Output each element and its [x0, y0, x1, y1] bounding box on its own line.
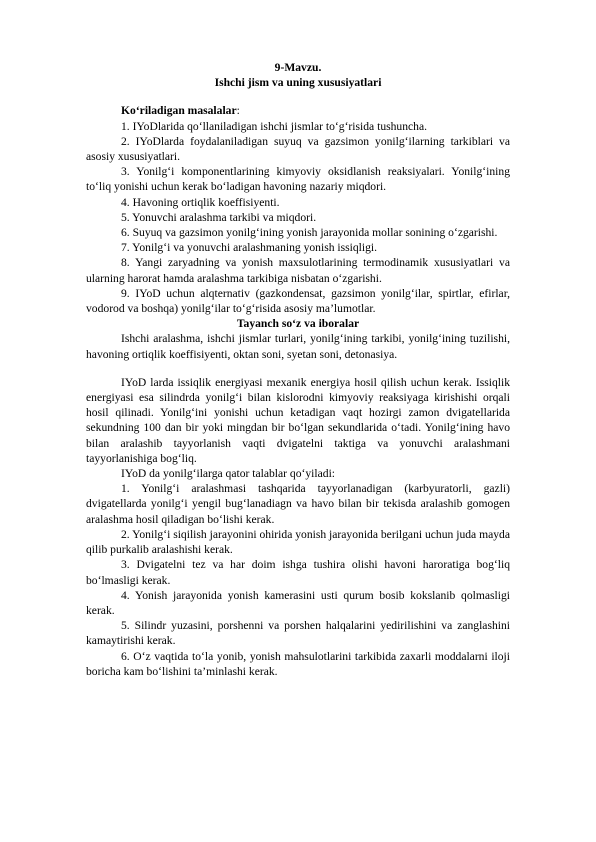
- body-paragraph: IYoD larda issiqlik energiyasi mexanik energiya hosil qilish uchun kerak. Issiqlik energiyasi esa silindrda yonilg‘i bilan kislorodni kimyoviy reaksiyaga kirishishi orqali hosil qilinadi. Yonilg‘ini yonishi uchun ketadigan vaqt hozirgi zamon dvigatellarida sekundning 100 dan bir yoki mingdan bir bo‘lgan sekundlarida o‘tadi. Yonilg‘ining havo bilan aralashib tayyorlanish vaqti dvigatelni taktiga va yonuvchi aralashmani tayyorlanishiga bog‘liq.: [86, 375, 510, 465]
- document-page: [86, 60, 510, 679]
- document-title: Ishchi jism va uning xususiyatlari: [214, 76, 382, 90]
- tasks-heading-text: Ko‘riladigan masalalar: [121, 104, 237, 118]
- requirement-item: 3. Dvigatelni tez va har doim ishga tushira olishi havoni haroratiga bog‘liq bo‘lmasligi kerak.: [86, 558, 510, 587]
- task-item: 2. IYoDlarda foydalaniladigan suyuq va gazsimon yonilg‘ilarning tarkiblari va asosiy xususiyatlari.: [86, 134, 510, 164]
- task-item: 7. Yonilg‘i va yonuvchi aralashmaning yonish issiqligi.: [121, 241, 378, 255]
- tasks-heading: [86, 103, 510, 118]
- requirement-item: 1. Yonilg‘i aralashmasi tashqarida tayyorlanadigan (karbyuratorli, gazli) dvigatellarda yonilg‘i yengil bug‘lanadiagn va havo bilan bir tekisda aralashib gomogen aralashma hosil qiladigan bo‘lishi kerak.: [86, 482, 510, 526]
- spacer: [86, 90, 510, 103]
- requirement-item: 4. Yonish jarayonida yonish kamerasini usti qurum bosib kokslanib qolmasligi kerak.: [86, 588, 510, 617]
- requirements-intro: IYoD da yonilg‘ilarga qator talablar qo‘yiladi:: [121, 467, 336, 481]
- task-item: 6. Suyuq va gazsimon yonilg‘ining yonish jarayonida mollar sonining o‘zgarishi.: [121, 226, 498, 240]
- task-item: 5. Yonuvchi aralashma tarkibi va miqdori.: [121, 210, 317, 224]
- spacer: [86, 362, 510, 375]
- task-item: 9. IYoD uchun alqternativ (gazkondensat, gazsimon yonilg‘ilar, spirtlar, efirlar, vodorod va boshqa) yonilg‘ilar to‘g‘risida asosiy ma’lumotlar.: [86, 286, 510, 316]
- requirement-item: 2. Yonilg‘i siqilish jarayonini ohirida yonish jarayonida berilgani uchun juda mayda qilib purkalib aralashishi kerak.: [86, 527, 510, 557]
- task-item: 3. Yonilg‘i komponentlarining kimyoviy oksidlanish reaksiyalari. Yonilg‘ining to‘liq yonishi uchun kerak bo‘ladigan havoning nazariy miqdori.: [86, 165, 510, 194]
- task-item: 1. IYoDlarida qo‘llaniladigan ishchi jismlar to‘g‘risida tushuncha.: [121, 119, 427, 133]
- task-item: 4. Havoning ortiqlik koeffisiyenti.: [121, 195, 280, 209]
- keywords-text: Ishchi aralashma, ishchi jismlar turlari, yonilg‘ining tarkibi, yonilg‘ining tuzilishi, havoning ortiqlik koeffisiyenti, oktan soni, syetan soni, detonasiya.: [86, 332, 510, 361]
- keywords-heading: Tayanch so‘z va iboralar: [236, 317, 360, 331]
- requirement-item: 5. Silindr yuzasini, porshenni va porshen halqalarini yedirilishini va zanglashini kamaytirishi kerak.: [86, 619, 510, 648]
- task-item: 8. Yangi zaryadning va yonish maxsulotlarining termodinamik xususiyatlari va ularning harorat hamda aralashma tarkibiga nisbatan o‘zgarishi.: [86, 256, 510, 285]
- tasks-heading-colon: :: [236, 104, 240, 118]
- requirement-item: 6. O‘z vaqtida to‘la yonib, yonish mahsulotlarini tarkibida zaxarli moddalarni iloji boricha kam bo‘lishini ta’minlashi kerak.: [86, 649, 510, 678]
- topic-number: 9-Mavzu.: [274, 61, 322, 74]
